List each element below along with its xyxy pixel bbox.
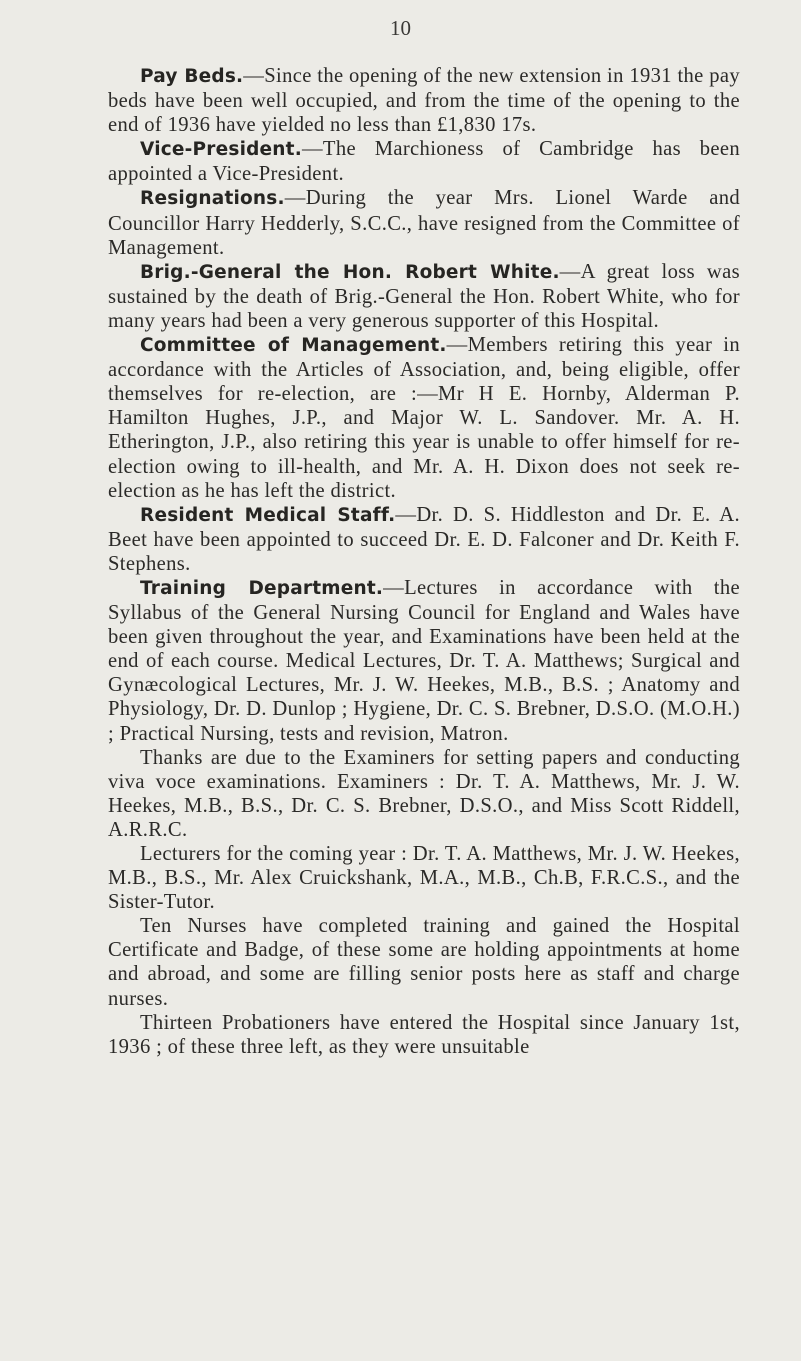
paragraph-probationers [108, 1011, 740, 1059]
paragraph-resident-medical-staff [108, 503, 740, 576]
heading-resignations: Resignations. [140, 188, 285, 210]
paragraph-resignations [108, 186, 740, 259]
body-probationers: Thirteen Probationers have entered the Hospital since January 1st, 1936 ; of these three left, as they were unsuitable [108, 1011, 740, 1058]
report-text [108, 64, 740, 1059]
paragraph-vice-president [108, 137, 740, 186]
body-vice-president: —The Marchioness of Cambridge has been appointed a Vice-President. [108, 138, 740, 186]
heading-vice-president: Vice-President. [140, 139, 302, 161]
heading-training-department: Training Department. [140, 577, 384, 599]
heading-resident-medical-staff: Resident Medical Staff. [140, 504, 396, 526]
body-training-department: —Lectures in accordance with the Syllabus of the General Nursing Council for England and Wales have been given throughout the year, and Examinations have been held at the end of each course. Medical Lectures, Dr. T. A. Matthews; Surgical and Gynæcological Lectures, Mr. J. W. Heekes, M.B., B.S. ; Anatomy and Physiology, Dr. D. Dunlop ; Hygiene, Dr. C. S. Brebner, D.S.O. (M.O.H.) ; Practical Nursing, tests and revision, Matron. [108, 576, 740, 745]
paragraph-training-department [108, 576, 740, 746]
body-pay-beds: —Since the opening of the new extension in 1931 the pay beds have been well occupied, and from the time of the opening to the end of 1936 have yielded no less than £1,830 17s. [108, 65, 740, 137]
heading-robert-white: Brig.-General the Hon. Robert White. [140, 261, 560, 283]
body-examiners: Thanks are due to the Examiners for setting papers and conducting viva voce examinations. Examiners : Dr. T. A. Matthews, Mr. J. W. Heekes, M.B., B.S., Dr. C. S. Brebner, D.S.O., and Miss Scott Riddell, A.R.R.C. [108, 746, 740, 841]
body-resignations: —During the year Mrs. Lionel Warde and Councillor Harry Hedderly, S.C.C., have resigned from the Committee of Management. [108, 187, 740, 259]
body-committee-of-management: —Members retiring this year in accordance with the Articles of Association, and, being eligible, offer themselves for re-election, are :—Mr H E. Hornby, Alderman P. Hamilton Hughes, J.P., and Major W. L. Sandover. Mr. A. H. Etherington, J.P., also retiring this year is unable to offer himself for re-election owing to ill-health, and Mr. A. H. Dixon does not seek re-election as he has left the district. [108, 334, 740, 502]
page-number: 10 [390, 16, 411, 40]
paragraph-pay-beds [108, 64, 740, 137]
body-robert-white: —A great loss was sustained by the death of Brig.-General the Hon. Robert White, who for many years had been a very generous supporter of this Hospital. [108, 260, 740, 332]
paragraph-nurses [108, 914, 740, 1010]
paragraph-examiners [108, 746, 740, 842]
heading-committee-of-management: Committee of Management. [140, 335, 447, 357]
body-lecturers: Lecturers for the coming year : Dr. T. A. Matthews, Mr. J. W. Heekes, M.B., B.S., Mr. Alex Cruickshank, M.A., M.B., Ch.B, F.R.C.S., and the Sister-Tutor. [108, 843, 740, 914]
body-resident-medical-staff: —Dr. D. S. Hiddleston and Dr. E. A. Beet have been appointed to succeed Dr. E. D. Falconer and Dr. Keith F. Stephens. [108, 503, 741, 575]
paragraph-robert-white [108, 260, 740, 333]
paragraph-committee-of-management [108, 333, 740, 503]
body-nurses: Ten Nurses have completed training and gained the Hospital Certificate and Badge, of these some are holding appointments at home and abroad, and some are filling senior posts here as staff and charge nurses. [108, 915, 740, 1010]
paragraph-lecturers [108, 842, 740, 914]
heading-pay-beds: Pay Beds. [140, 66, 244, 87]
